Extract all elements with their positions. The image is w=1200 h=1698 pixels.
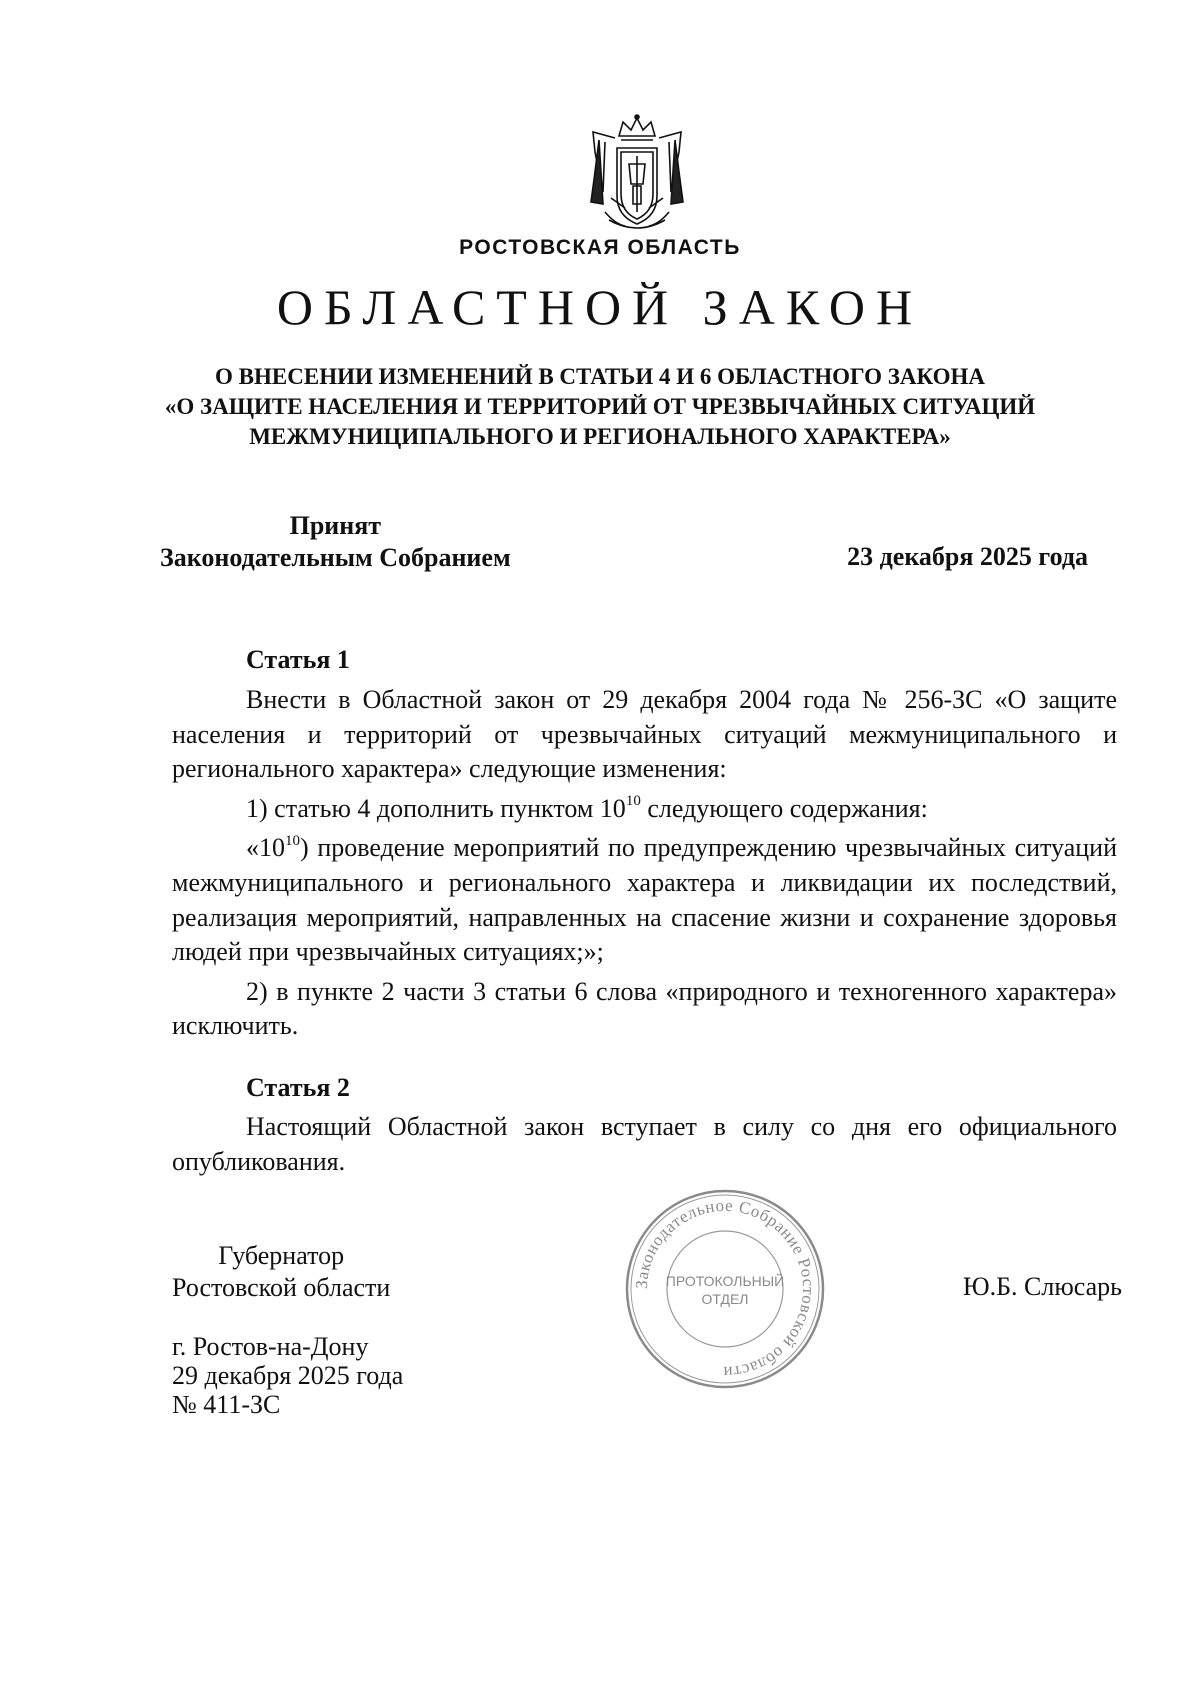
- signatory-position: [172, 1240, 390, 1304]
- signatory-name: Ю.Б. Слюсарь: [962, 1272, 1122, 1301]
- adopted-by: Законодательным Собранием: [160, 543, 511, 572]
- signatory-region: Ростовской области: [172, 1273, 391, 1302]
- law-title-line: О ВНЕСЕНИИ ИЗМЕНЕНИЙ В СТАТЬИ 4 И 6 ОБЛАСТНОГО ЗАКОНА: [215, 364, 985, 389]
- article-2-text: Настоящий Областной закон вступает в силу со дня его официального опубликования.: [172, 1112, 1117, 1176]
- article-1-body: [172, 683, 1117, 1049]
- adoption-date: 23 декабря 2025 года: [847, 542, 1088, 571]
- article-1-intro: Внести в Областной закон от 29 декабря 2004 года № 256-ЗС «О защите населения и территорий от чрезвычайных ситуаций межмуниципального и регионального характера» следующие изменения:: [172, 685, 1117, 784]
- document-type: ОБЛАСТНОЙ ЗАКОН: [276, 279, 924, 335]
- seal-ring-text: Законодательное Собрание Ростовской области: [631, 1195, 819, 1383]
- law-title-line: «О ЗАЩИТЕ НАСЕЛЕНИЯ И ТЕРРИТОРИЙ ОТ ЧРЕЗВЫЧАЙНЫХ СИТУАЦИЙ: [164, 394, 1036, 419]
- article-1-item-2: 2) в пункте 2 части 3 статьи 6 слова «природного и техногенного характера» исключить.: [172, 976, 1117, 1041]
- article-2-heading: Статья 2: [246, 1073, 350, 1102]
- adopted-label: Принят: [289, 511, 382, 540]
- coat-of-arms-icon: [585, 112, 689, 238]
- official-seal: [622, 1186, 828, 1392]
- signing-date: 29 декабря 2025 года: [172, 1361, 404, 1390]
- signatory-title: Губернатор: [218, 1241, 345, 1270]
- law-title: [150, 362, 1050, 452]
- law-number: № 411-ЗС: [172, 1390, 281, 1419]
- adoption-block: [160, 510, 511, 574]
- article-2-body: [172, 1110, 1117, 1184]
- region-name: РОСТОВСКАЯ ОБЛАСТЬ: [459, 236, 741, 259]
- article-1-item-1: 1) статью 4 дополнить пунктом $10^{10}$ следующего содержания:: [246, 793, 928, 823]
- article-1-heading: Статья 1: [246, 645, 350, 674]
- place-date-number: [172, 1332, 403, 1419]
- law-title-line: МЕЖМУНИЦИПАЛЬНОГО И РЕГИОНАЛЬНОГО ХАРАКТЕРА»: [249, 424, 951, 449]
- article-1-quote: «$10^{10}$) проведение мероприятий по предупреждению чрезвычайных ситуаций межмуниципального и регионального характера и ликвидации их последствий, реализация мероприятий, направленных на спасение жизни и сохранение здоровья людей при чрезвычайных ситуациях;»;: [172, 832, 1117, 967]
- city: г. Ростов-на-Дону: [172, 1332, 369, 1361]
- seal-center-line: ПРОТОКОЛЬНЫЙ: [665, 1273, 785, 1289]
- seal-center-line: ОТДЕЛ: [701, 1291, 749, 1307]
